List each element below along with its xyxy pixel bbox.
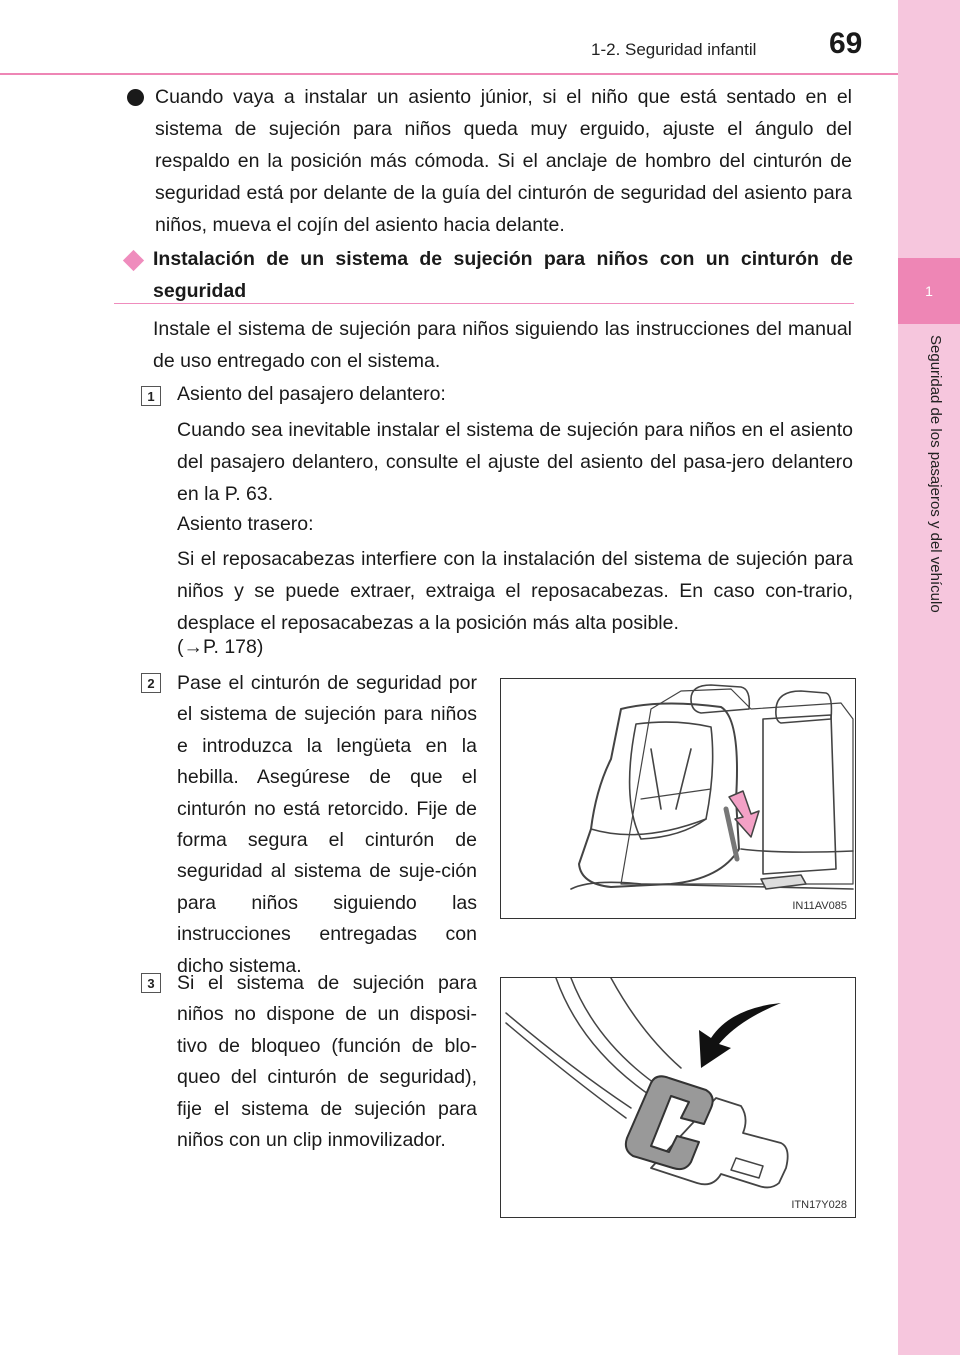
step-1-rear-text: Si el reposacabezas interfiere con la instalación del sistema de sujeción para niños y se puede extraer, extraiga el reposacabezas. En caso con-trario, desplace el reposacabezas a la posición más alta posible. [177, 548, 853, 634]
chapter-label: Seguridad de los pasajeros y del vehículo [927, 335, 944, 613]
step-number-1: 1 [141, 386, 161, 406]
step-1-rear-title: Asiento trasero: [177, 513, 314, 535]
figure-code: ITN17Y028 [791, 1199, 847, 1211]
heading-rule [114, 303, 854, 304]
step-1-reference: (→P. 178) [177, 636, 264, 658]
direction-arrow-icon [699, 1003, 781, 1068]
section-intro: Instale el sistema de sujeción para niños siguiendo las instrucciones del manual de uso entregado con el sistema. [153, 318, 852, 372]
figure-code: IN11AV085 [792, 900, 847, 912]
section-heading: Instalación de un sistema de sujeción para niños con un cinturón de seguridad [153, 248, 853, 302]
child-seat-illustration [501, 679, 854, 917]
step-number-2: 2 [141, 673, 161, 693]
step-2-text: Pase el cinturón de seguridad por el sistema de sujeción para niños e introduzca la lengüeta en la hebilla. Asegúrese de que el cinturón no está retorcido. Fije de forma segura el cinturón de seguridad al sistema de suje-ción para niños siguiendo las instrucciones entregadas con dicho sistema. [177, 672, 477, 977]
child-seat-figure [500, 678, 856, 919]
chapter-number: 1 [925, 283, 933, 299]
step-3-text: Si el sistema de sujeción para niños no dispone de un disposi-tivo de bloqueo (función de blo-queo del cinturón de seguridad), fije el sistema de sujeción para niños con un clip inmovilizador. [177, 972, 477, 1152]
chapter-number-tab [898, 258, 960, 324]
diamond-icon [123, 250, 144, 271]
header-rule [0, 73, 898, 75]
step-1-front-text: Cuando sea inevitable instalar el sistema de sujeción para niños en el asiento del pasajero delantero, consulte el ajuste del asiento del pasa-jero delantero en la P. 63. [177, 419, 853, 505]
step-1-front-title: Asiento del pasajero delantero: [177, 383, 446, 405]
bullet-icon [127, 89, 144, 106]
locking-clip-figure [500, 977, 856, 1218]
locking-clip-illustration [501, 978, 854, 1216]
step-number-3: 3 [141, 973, 161, 993]
intro-bullet-text: Cuando vaya a instalar un asiento júnior, si el niño que está sentado en el sistema de sujeción para niños queda muy erguido, ajuste el ángulo del respaldo en la posición más cómoda. Si el anclaje de hombro del cinturón de seguridad está por delante de la guía del cinturón de seguridad del asiento para niños, mueva el cojín del asiento hacia delante. [155, 86, 852, 236]
section-title: 1-2. Seguridad infantil [591, 40, 757, 59]
push-arrow-icon [729, 791, 759, 837]
page-number: 69 [829, 27, 863, 60]
